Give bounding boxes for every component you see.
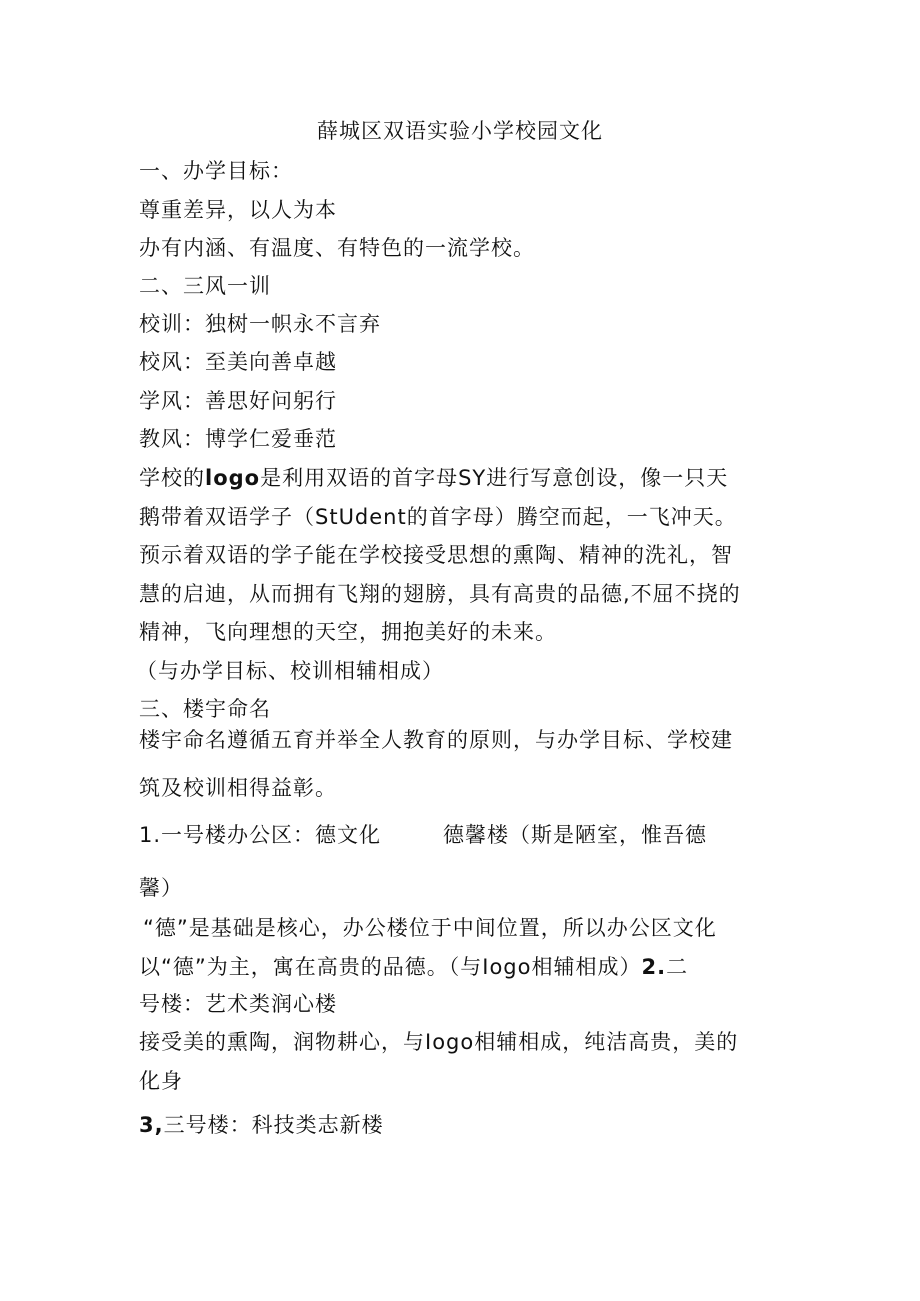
section-heading-motto: 二、三风一训: [139, 274, 271, 298]
text-line: 号楼：艺术类润心楼: [139, 992, 337, 1016]
text-line: 楼宇命名遵循五育并举全人教育的原则，与办学目标、学校建: [139, 728, 733, 752]
text-line: 尊重差异，以人为本: [139, 198, 337, 222]
text-span: 1.一号楼办公区：德文化: [139, 823, 382, 847]
logo-paragraph-line: [139, 463, 728, 493]
school-motto: 校训：独树一帜永不言弃: [139, 312, 381, 336]
text-span: 学校的: [139, 466, 205, 490]
section-heading-goal: 一、办学目标：: [139, 159, 293, 183]
text-span: 3,: [139, 1113, 164, 1137]
logo-paragraph-line: 精神，飞向理想的天空，拥抱美好的未来。: [139, 620, 557, 644]
text-line: 接受美的熏陶，润物耕心，与Iogo相辅相成，纯洁高贵，美的: [139, 1030, 739, 1054]
logo-note: （与办学目标、校训相辅相成）: [136, 659, 444, 683]
text-line: [139, 952, 688, 982]
study-spirit: 学风：善思好问躬行: [139, 389, 337, 413]
text-span: 三号楼：科技类志新楼: [163, 1113, 384, 1137]
logo-paragraph-line: 预示着双语的学子能在学校接受思想的熏陶、精神的洗礼，智: [139, 543, 733, 567]
school-spirit: 校风：至美向善卓越: [139, 350, 337, 374]
page-title: 薛城区双语实验小学校园文化: [317, 119, 603, 143]
text-line: 办有内涵、有温度、有特色的一流学校。: [139, 236, 535, 260]
logo-paragraph-line: 慧的启迪，从而拥有飞翔的翅膀，具有高贵的品德,不屈不挠的: [139, 582, 741, 606]
logo-paragraph-line: 鹅带着双语学子（StUdent的首字母）腾空而起，一飞冲天。: [139, 505, 737, 529]
logo-word: logo: [205, 466, 261, 490]
text-span: 是利用双语的首字母SY进行写意创设，像一只天: [260, 466, 729, 490]
text-line: 筑及校训相得益彰。: [139, 776, 337, 800]
text-span: 二: [666, 955, 689, 979]
teaching-spirit: 教风：博学仁爱垂范: [139, 427, 337, 451]
text-line: “德”是基础是核心，办公楼位于中间位置，所以办公区文化: [143, 916, 717, 940]
section-heading-buildings: 三、楼宇命名: [139, 697, 271, 721]
building-3-line: [139, 1110, 384, 1140]
text-line: 化身: [139, 1069, 183, 1093]
text-span: 2.: [641, 955, 667, 979]
text-line: 馨）: [139, 876, 183, 900]
text-span: 以“德”为主，寓在高贵的品德。（与Iogo相辅相成）: [139, 955, 642, 979]
building-1-line: [139, 820, 707, 850]
text-span: 德馨楼（斯是陋室，惟吾德: [443, 823, 708, 847]
